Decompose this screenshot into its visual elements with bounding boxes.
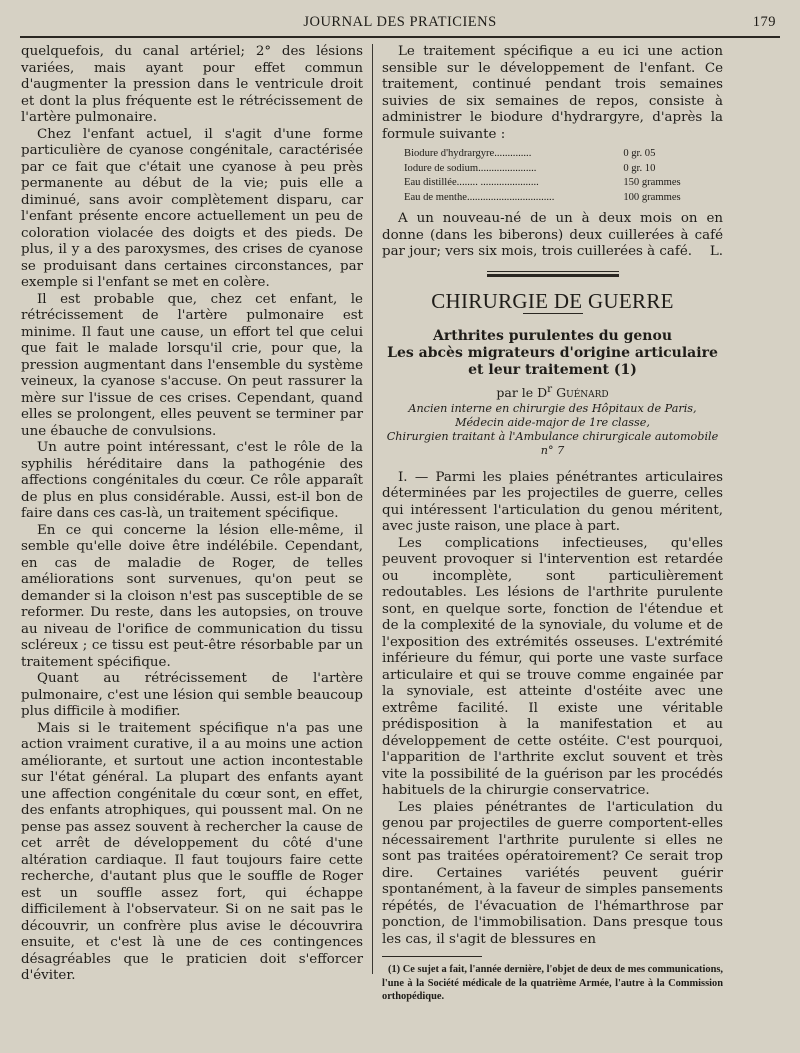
ingredient-quantity: 100 grammes <box>623 191 681 203</box>
dosage-text: A un nouveau-né de un à deux mois on en donne (dans les biberons) deux cuillerées à café par jour; vers six mois, trois cuillerées à café. <box>382 211 723 259</box>
ingredient-name: Iodure de sodium...................... <box>404 162 537 174</box>
author-name: Guénard <box>556 385 609 401</box>
signature: L. <box>709 244 723 259</box>
article-title <box>382 328 723 379</box>
formula-row <box>404 176 723 191</box>
ingredient-name: Biodure d'hydrargyre.............. <box>404 148 532 159</box>
dosage-paragraph <box>382 211 723 261</box>
paragraph: Les complications infectieuses, qu'elles peuvent provoquer si l'intervention est retardée ou incomplète, sont particulièrement redoutables. Les lésions de l'arthrite purulente sont, en quelque sorte, fonction de l'étendue et de la complexité de la synoviale, du volume et de l'exposition des extrémités osseuses. L'extrémité inférieure du fémur, qui porte une vaste surface articulaire et qui se trouve comme engainée par la synoviale, est atteinte d'ostéite avec une extrême facilité. Il existe une véritable prédisposition à la manifestation et au développement de cette ostéite. C'est pourquoi, l'apparition de l'arthrite exclut souvent et très vite la possibilité de la guérison par les procédés habituels de la chirurgie conservatrice. <box>382 535 723 799</box>
formula-row <box>404 191 723 206</box>
column-divider <box>372 44 373 974</box>
title-rule <box>523 313 583 314</box>
paragraph: I. — Parmi les plaies pénétrantes articulaires déterminées par les projectiles de guerre, celles qui intéressent l'articulation du genou méritent, avec juste raison, une place à part. <box>382 469 723 535</box>
right-column <box>382 44 723 1004</box>
paragraph: Un autre point intéressant, c'est le rôle de la syphilis héréditaire dans la pathogénie des affections congénitales du cœur. Ce rôle apparaît de plus en plus considérable. Aussi, est-il bon de faire dans ces cas-là, un traitement spécifique. <box>21 440 363 521</box>
left-column <box>21 44 363 985</box>
author-prefix-sup: r <box>547 383 553 395</box>
paragraph: Quant au rétrécissement de l'artère pulmonaire, c'est une lésion qui semble beaucoup plus difficile à modifier. <box>21 671 363 719</box>
affiliation-line: Ancien interne en chirurgie des Hôpitaux de Paris, <box>408 401 697 415</box>
paragraph: Mais si le traitement spécifique n'a pas une action vraiment curative, il a au moins une action améliorante, et surtout une action incontestable sur l'état général. La plupart des enfants ayant une affection congénitale du cœur sont, en effet, des enfants atrophiques, qui poussent mal. On ne pense pas assez souvent à rechercher la cause de cet arrêt de développement du côté d'une altération cardiaque. Il faut toujours faire cette recherche, d'autant plus que le souffle de Roger est un souffle assez fort, qui échappe difficilement à l'observateur. Si on ne sait pas le découvrir, un confrère plus avise le découvrira ensuite, et c'est là une de ces contingences désagréables que le praticien doit s'efforcer d'éviter. <box>21 720 363 983</box>
prescription-formula <box>404 147 723 205</box>
paragraph: Les plaies pénétrantes de l'articulation du genou par projectiles de guerre comportent-elles nécessairement l'arthrite purulente si elles ne sont pas traitées opératoirement? Ce serait trop dire. Certaines variétés peuvent guérir spontanément, à la faveur de simples pansements répétés, de l'évacuation de l'hémarthrose par ponction, de l'immobilisation. Dans presque tous les cas, il s'agit de blessures en <box>382 799 723 947</box>
formula-row <box>404 147 723 162</box>
paragraph: quelquefois, du canal artériel; 2° des lésions variées, mais ayant pour effet commun d'augmenter la pression dans le ventricule droit et dont la plus fréquente est le rétrécissement de l'artère pulmonaire. <box>21 44 363 125</box>
author-line <box>382 381 723 402</box>
section-title: CHIRURGIE DE GUERRE <box>431 288 674 313</box>
paragraph: En ce qui concerne la lésion elle-même, il semble qu'elle doive être indélébile. Cependant, en cas de maladie de Roger, de telles améliorations sont survenues, qu'on peut se demander si la cloison n'est pas susceptible de se reformer. Du reste, dans les autopsies, on trouve au niveau de l'orifice de communication du tissu scléreux ; ce tissu est peut-être résorbable par un traitement spécifique. <box>21 522 363 670</box>
author-prefix: par le D <box>496 385 548 401</box>
section-separator <box>487 271 619 277</box>
ingredient-name: Eau de menthe................................. <box>404 191 555 203</box>
ingredient-quantity: 0 gr. 05 <box>623 148 656 159</box>
paragraph: Chez l'enfant actuel, il s'agit d'une forme particulière de cyanose congénitale, caractérisée par ce fait que c'était une cyanose à peu près permanente au début de la vie; puis elle a diminué, sans avoir complètement disparu, car l'enfant présente encore actuellement un peu de coloration violacée des doigts et des pieds. De plus, il y a des paroxysmes, des crises de cyanose se produisant dans certaines circonstances, par exemple si l'enfant se met en colère. <box>21 126 363 290</box>
ingredient-name: Eau distillée........ ...................... <box>404 177 539 188</box>
article-title-line: Les abcès migrateurs d'origine articulaire <box>387 345 718 361</box>
affiliation-line: Médecin aide-major de 1re classe, <box>455 415 650 429</box>
formula-row <box>404 162 723 177</box>
author-affiliation <box>382 402 723 458</box>
footnote: (1) Ce sujet a fait, l'année dernière, l'objet de deux de mes communications, l'une à la Société médicale de la quatrième Armée, l'autre à la Commission orthopédique. <box>382 964 723 1003</box>
running-header <box>20 6 780 38</box>
paragraph: Il est probable que, chez cet enfant, le rétrécissement de l'artère pulmonaire est minime. Il faut une cause, un effort tel que celui que fait le malade lorsqu'il crie, pour que, la pression augmentant dans l'ensemble du système veineux, la cyanose s'accuse. On peut rassurer la mère sur l'issue de ces crises. Cependant, quand elles se prolongent, elles peuvent se terminer par une ébauche de convulsions. <box>21 291 363 439</box>
treatment-paragraph: Le traitement spécifique a eu ici une action sensible sur le développement de l'enfant. Ce traitement, continué pendant trois semaines suivies de six semaines de repos, consiste à administrer le biodure d'hydrargyre, d'après la formule suivante : <box>382 44 723 142</box>
article-title-line: et leur traitement (1) <box>468 362 637 378</box>
journal-title: JOURNAL DES PRATICIENS <box>303 14 497 30</box>
page-number: 179 <box>752 14 776 30</box>
article-title-line: Arthrites purulentes du genou <box>433 328 672 344</box>
ingredient-quantity: 0 gr. 10 <box>623 162 656 174</box>
affiliation-line: Chirurgien traitant à l'Ambulance chirurgicale automobile n° 7 <box>386 429 719 457</box>
ingredient-quantity: 150 grammes <box>623 177 681 188</box>
footnote-rule <box>382 956 482 957</box>
